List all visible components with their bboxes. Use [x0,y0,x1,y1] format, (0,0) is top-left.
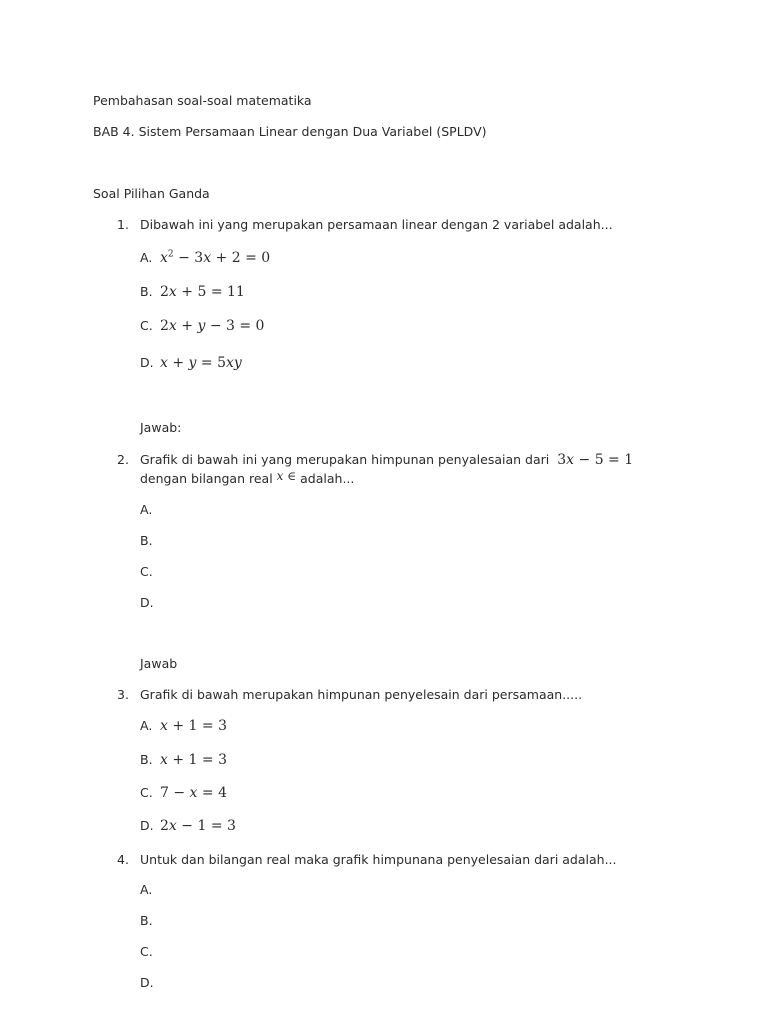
question-2-line2-math: x ∈ [276,469,297,483]
question-1-option-d [140,355,242,371]
question-2-answer-label: Jawab [140,656,178,671]
question-4-number: 4. [117,852,129,867]
option-expression: 2x + 5 = 11 [160,284,245,300]
option-expression: 7 − x = 4 [160,785,227,801]
question-3-text: Grafik di bawah merupakan himpunan penyelesain dari persamaan..... [140,687,583,702]
question-2-option-a: A. [140,502,153,517]
question-1-answer-label: Jawab: [140,420,182,435]
question-3-option-b [140,752,227,768]
question-1-option-c [140,318,264,334]
option-label: C. [140,785,153,800]
option-expression: 2x − 1 = 3 [160,818,236,834]
question-4-option-a: A. [140,882,153,897]
document-title: Pembahasan soal-soal matematika [93,93,312,108]
question-1-number: 1. [117,217,129,232]
option-label: C. [140,318,153,333]
question-2-option-b: B. [140,533,153,548]
question-3-number: 3. [117,687,129,702]
question-1-option-a [140,250,270,266]
option-label: A. [140,250,153,265]
chapter-heading: BAB 4. Sistem Persamaan Linear dengan Dua Variabel (SPLDV) [93,124,487,139]
option-label: B. [140,752,153,767]
option-expression: x + y = 5xy [160,355,242,371]
option-label: D. [140,818,154,833]
question-2-option-d: D. [140,595,154,610]
option-label: A. [140,718,153,733]
question-4-option-d: D. [140,975,154,990]
question-4-option-b: B. [140,913,153,928]
option-expression: $x^2 - 3x + 2 = 0$ [160,249,271,266]
question-2-text-main: Grafik di bawah ini yang merupakan himpunan penyalesaian dari [140,452,550,467]
question-2-number: 2. [117,452,129,467]
question-2-line2-post: adalah... [300,471,355,486]
question-4-text: Untuk dan bilangan real maka grafik himpunana penyelesaian dari adalah... [140,852,617,867]
question-2-expression: 3x − 5 = 1 [557,452,634,468]
question-2-option-c: C. [140,564,153,579]
section-heading: Soal Pilihan Ganda [93,186,210,201]
question-3-option-a [140,718,227,734]
option-expression: x + 1 = 3 [160,752,227,768]
question-3-option-c [140,785,227,801]
question-4-option-c: C. [140,944,153,959]
option-expression: 2x + y − 3 = 0 [160,318,265,334]
option-expression: x + 1 = 3 [160,718,227,734]
question-2-text [140,452,633,468]
question-3-option-d [140,818,236,834]
question-1-text: Dibawah ini yang merupakan persamaan linear dengan 2 variabel adalah... [140,217,613,232]
option-label: D. [140,355,154,370]
question-2-text-line2 [140,471,354,486]
question-2-line2-pre: dengan bilangan real [140,471,273,486]
option-label: B. [140,284,153,299]
question-1-option-b [140,284,245,300]
